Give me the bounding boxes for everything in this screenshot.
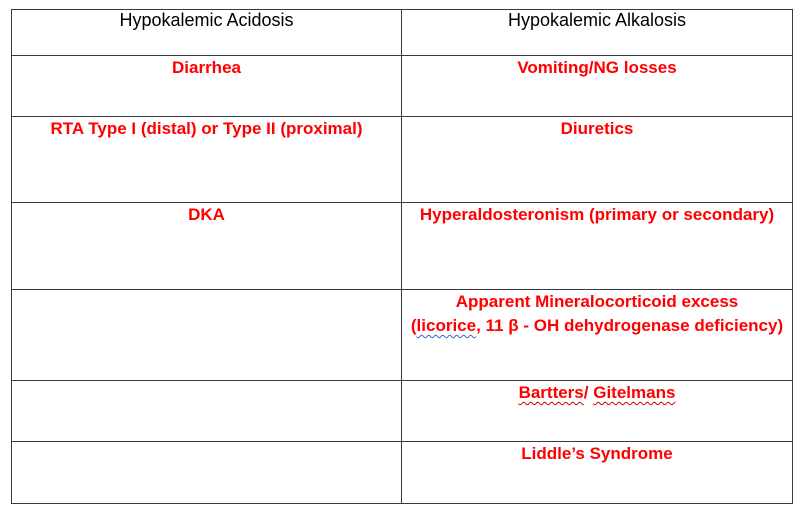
alkalosis-cause-cell: Liddle’s Syndrome (402, 442, 793, 504)
cause-text: / (583, 383, 594, 402)
alkalosis-cause-cell (402, 290, 793, 381)
cause-text: , 11 β - OH dehydrogenase deficiency) (476, 316, 784, 335)
alkalosis-cause-cell (402, 381, 793, 442)
alkalosis-cause-cell: Hyperaldosteronism (primary or secondary) (402, 203, 793, 290)
table-row (12, 290, 793, 381)
table-row (12, 203, 793, 290)
header-row (12, 10, 793, 56)
acidosis-cause-cell: DKA (12, 203, 402, 290)
acidosis-cause-cell-empty (12, 290, 402, 381)
cause-text: ( (410, 316, 417, 335)
acidosis-cause-cell: Diarrhea (12, 56, 402, 117)
table-row (12, 56, 793, 117)
acidosis-cause-cell-empty (12, 381, 402, 442)
licorice-spellcheck-word: licorice (416, 316, 477, 335)
hypokalemia-comparison-table (11, 9, 793, 504)
header-hypokalemic-alkalosis: Hypokalemic Alkalosis (402, 10, 793, 56)
gitelmans-spellcheck-word: Gitelmans (593, 383, 676, 402)
table-row (12, 381, 793, 442)
acidosis-cause-cell: RTA Type I (distal) or Type II (proximal) (12, 117, 402, 203)
alkalosis-cause-cell: Diuretics (402, 117, 793, 203)
header-hypokalemic-acidosis: Hypokalemic Acidosis (12, 10, 402, 56)
acidosis-cause-cell-empty (12, 442, 402, 504)
table-row (12, 442, 793, 504)
alkalosis-cause-cell: Vomiting/NG losses (402, 56, 793, 117)
table-row (12, 117, 793, 203)
cause-text: Apparent Mineralocorticoid excess (455, 292, 739, 311)
bartters-spellcheck-word: Bartters (518, 383, 584, 402)
